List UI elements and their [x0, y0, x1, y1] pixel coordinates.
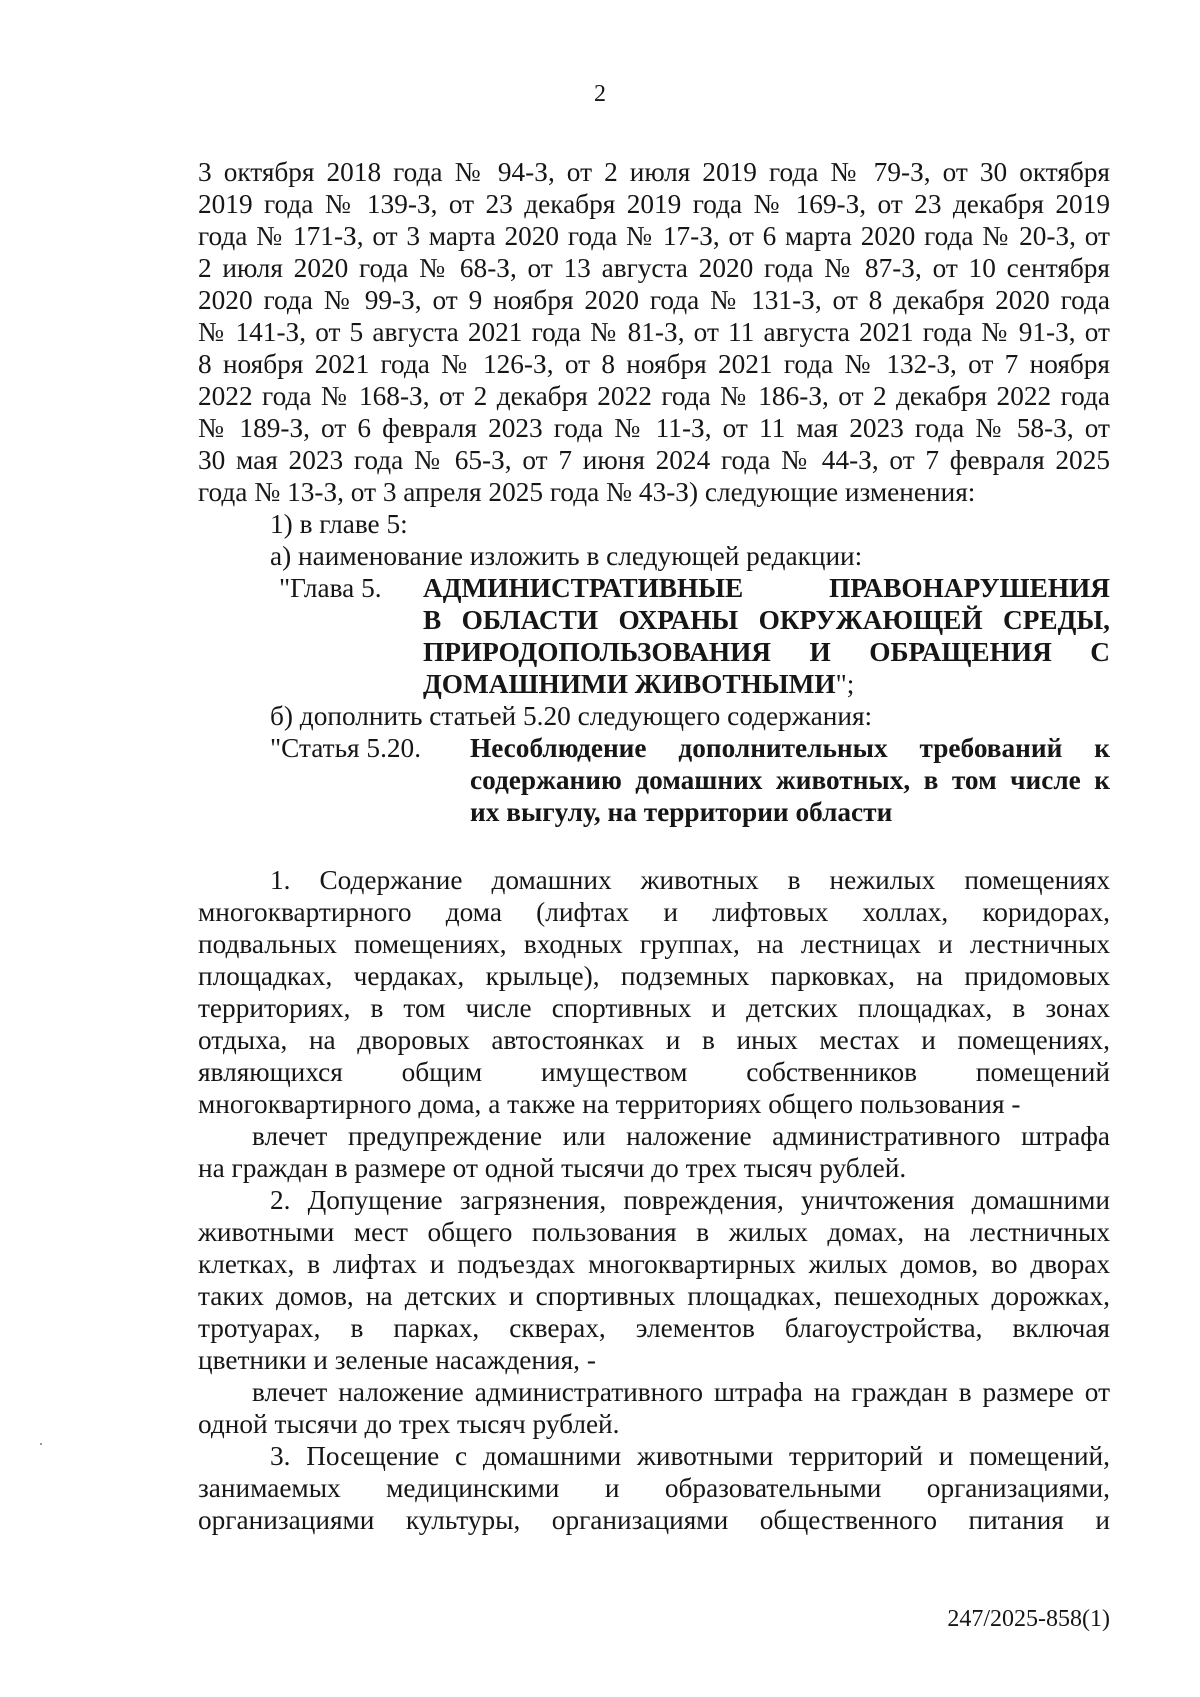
chapter-title-line-last — [423, 668, 1110, 700]
text-line: многоквартирного дома (лифтах и лифтовых холлах, коридорах, — [198, 897, 1110, 927]
scan-speck — [40, 1443, 42, 1445]
text-line: влечет наложение административного штрафа на граждан в размере от — [252, 1377, 1110, 1407]
text-line: 2. Допущение загрязнения, повреждения, уничтожения домашними — [270, 1185, 1110, 1215]
text-line: территориях, в том числе спортивных и детских площадках, в зонах — [198, 993, 1110, 1023]
text-line: таких домов, на детских и спортивных площадках, пешеходных дорожках, — [198, 1281, 1110, 1311]
text-line: площадках, чердаках, крыльце), подземных парковках, на придомовых — [198, 961, 1110, 991]
item-b: б) дополнить статьей 5.20 следующего содержания: — [270, 701, 873, 731]
text-line: 8 ноября 2021 года № 126-З, от 8 ноября 2021 года № 132-З, от 7 ноября — [198, 349, 1110, 379]
text-line: 2 июля 2020 года № 68-З, от 13 августа 2020 года № 87-З, от 10 сентября — [198, 253, 1110, 283]
text-line: клетках, в лифтах и подъездах многоквартирных жилых домов, во дворах — [198, 1249, 1110, 1279]
text-line: на граждан в размере от одной тысячи до трех тысяч рублей. — [198, 1153, 907, 1183]
text-line: 3. Посещение с домашними животными территорий и помещений, — [270, 1441, 1110, 1471]
chapter-heading — [198, 572, 1110, 700]
text-line: 1. Содержание домашних животных в нежилых помещениях — [270, 865, 1110, 895]
text-line: года № 13-З, от 3 апреля 2025 года № 43-З) следующие изменения: — [198, 477, 976, 507]
document-code: 247/2025-858(1) — [947, 1606, 1110, 1632]
text-line: 2020 года № 99-З, от 9 ноября 2020 года № 131-З, от 8 декабря 2020 года — [198, 285, 1110, 315]
article-prefix: "Статья 5.20. — [270, 733, 422, 763]
article-title — [470, 732, 1110, 828]
text-line: 2022 года № 168-З, от 2 декабря 2022 года № 186-З, от 2 декабря 2022 года — [198, 381, 1110, 411]
text-line: влечет предупреждение или наложение административного штрафа — [252, 1121, 1110, 1151]
document-body — [198, 156, 1110, 1536]
text-line: тротуарах, в парках, скверах, элементов благоустройства, включая — [198, 1313, 1110, 1343]
chapter-title-line: В ОБЛАСТИ ОХРАНЫ ОКРУЖАЮЩЕЙ СРЕДЫ, — [423, 605, 1110, 635]
chapter-title-line: АДМИНИСТРАТИВНЫЕ ПРАВОНАРУШЕНИЯ — [423, 573, 1110, 603]
text-line: цветники и зеленые насаждения, - — [198, 1345, 596, 1375]
text-line: 30 мая 2023 года № 65-З, от 7 июня 2024 года № 44-З, от 7 февраля 2025 — [198, 445, 1110, 475]
spacer — [198, 828, 1110, 864]
text-line: животными мест общего пользования в жилых домах, на лестничных — [198, 1217, 1110, 1247]
text-line: 3 октября 2018 года № 94-З, от 2 июля 2019 года № 79-З, от 30 октября — [198, 157, 1110, 187]
text-line: года № 171-З, от 3 марта 2020 года № 17-З, от 6 марта 2020 года № 20-З, от — [198, 221, 1110, 251]
part-1-penalty — [198, 1120, 1110, 1184]
text-line: многоквартирного дома, а также на территориях общего пользования - — [198, 1089, 1021, 1119]
chapter-title-line: ПРИРОДОПОЛЬЗОВАНИЯ И ОБРАЩЕНИЯ С — [423, 637, 1110, 667]
part-2-penalty — [198, 1376, 1110, 1440]
intro-paragraph — [198, 156, 1110, 508]
article-title-line: содержанию домашних животных, в том числе к — [470, 765, 1110, 795]
article-heading — [198, 732, 1110, 828]
part-1 — [198, 864, 1110, 1120]
chapter-closing: "; — [835, 669, 855, 699]
part-2 — [198, 1184, 1110, 1376]
text-line: отдыха, на дворовых автостоянках и в иных местах и помещениях, — [198, 1025, 1110, 1055]
text-line: одной тысячи до трех тысяч рублей. — [198, 1409, 620, 1439]
chapter-title — [423, 572, 1110, 700]
text-line: подвальных помещениях, входных группах, на лестницах и лестничных — [198, 929, 1110, 959]
chapter-prefix: "Глава 5. — [279, 573, 382, 603]
item-a: а) наименование изложить в следующей редакции: — [270, 541, 863, 571]
page-number: 2 — [594, 81, 606, 107]
text-line: организациями культуры, организациями общественного питания и — [198, 1505, 1110, 1535]
part-3 — [198, 1440, 1110, 1536]
text-line: являющихся общим имуществом собственников помещений — [198, 1057, 1110, 1087]
text-line: занимаемых медицинскими и образовательными организациями, — [198, 1473, 1110, 1503]
article-title-line: Несоблюдение дополнительных требований к — [470, 733, 1110, 763]
chapter-title-text: ДОМАШНИМИ ЖИВОТНЫМИ — [423, 669, 836, 699]
text-line: № 141-З, от 5 августа 2021 года № 81-З, от 11 августа 2021 года № 91-З, от — [198, 317, 1110, 347]
text-line: № 189-З, от 6 февраля 2023 года № 11-З, от 11 мая 2023 года № 58-З, от — [198, 413, 1110, 443]
article-title-line: их выгулу, на территории области — [470, 797, 893, 827]
text-line: 2019 года № 139-З, от 23 декабря 2019 года № 169-З, от 23 декабря 2019 — [198, 189, 1110, 219]
item-1: 1) в главе 5: — [270, 509, 408, 539]
